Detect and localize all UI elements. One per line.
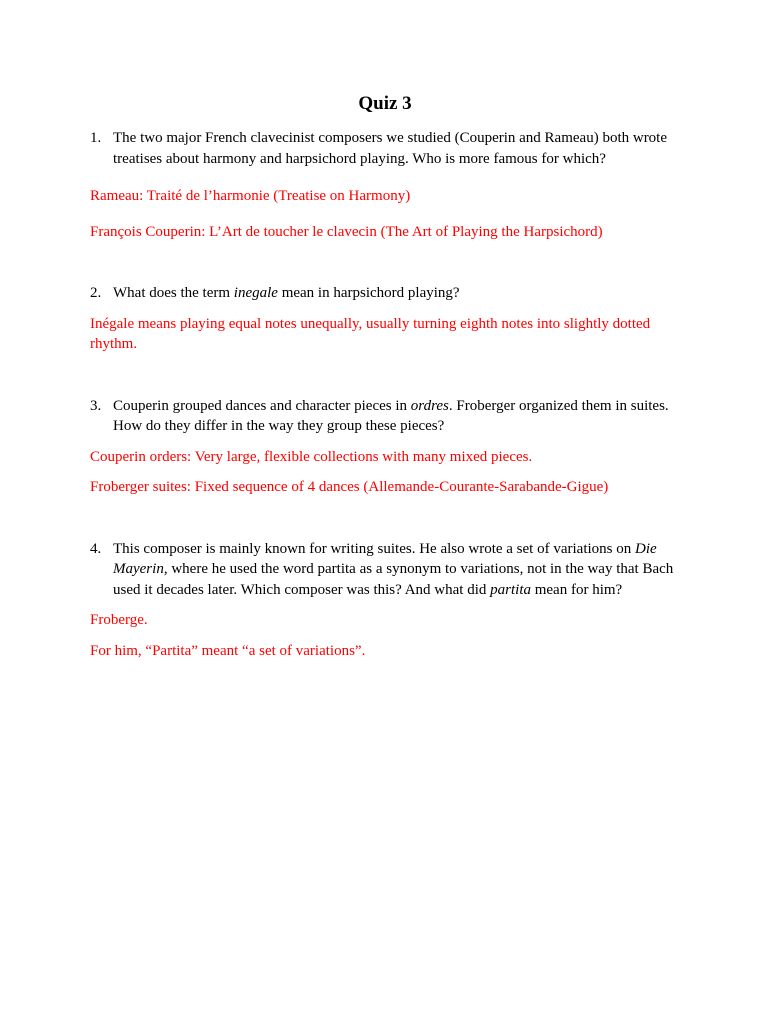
question-3-text: Couperin grouped dances and character pieces in ordres. Froberger organized them in suites. How do they differ in the way they group these pieces?: [113, 397, 669, 434]
question-1-number: 1.: [90, 130, 102, 146]
question-3: [90, 396, 680, 437]
answer-3b: Froberger suites: Fixed sequence of 4 dances (Allemande-Courante-Sarabande-Gigue): [90, 479, 609, 495]
question-2-text: What does the term inegale mean in harpsichord playing?: [113, 285, 460, 301]
page-title: Quiz 3: [358, 93, 412, 114]
question-1-text: The two major French clavecinist composers we studied (Couperin and Rameau) both wrote treatises about harmony and harpsichord playing. Who is more famous for which?: [113, 130, 668, 167]
answer-4a: Froberge.: [90, 612, 148, 628]
question-1: [90, 128, 680, 169]
question-3-block: [90, 396, 680, 498]
question-4-block: [90, 539, 680, 662]
answer-3a: Couperin orders: Very large, flexible collections with many mixed pieces.: [90, 448, 533, 465]
answer-1b: François Couperin: L’Art de toucher le clavecin (The Art of Playing the Harpsichord): [90, 223, 603, 240]
question-4: [90, 539, 680, 601]
term-die-mayerin: Die Mayerin: [113, 540, 657, 577]
quiz-document: [90, 91, 680, 661]
term-partita: partita: [490, 581, 531, 598]
answer-4b: For him, “Partita” meant “a set of variations”.: [90, 642, 366, 659]
question-2: [90, 283, 680, 304]
question-2-block: [90, 283, 680, 355]
answer-2: Inégale means playing equal notes unequally, usually turning eighth notes into slightly dotted rhythm.: [90, 315, 651, 352]
question-4-number: 4.: [90, 540, 102, 557]
question-3-number: 3.: [90, 397, 102, 414]
term-inegale: inegale: [233, 285, 278, 301]
answer-1a: Rameau: Traité de l’harmonie (Treatise on Harmony): [90, 188, 411, 204]
question-1-block: [90, 128, 680, 242]
term-ordres: ordres: [410, 397, 449, 414]
question-4-text: This composer is mainly known for writing suites. He also wrote a set of variations on Die Mayerin, where he used the word partita as a synonym to variations, not in the way that Bach used it decades later. Which composer was this? And what did partita mean for him?: [113, 540, 674, 598]
question-2-number: 2.: [90, 285, 102, 301]
